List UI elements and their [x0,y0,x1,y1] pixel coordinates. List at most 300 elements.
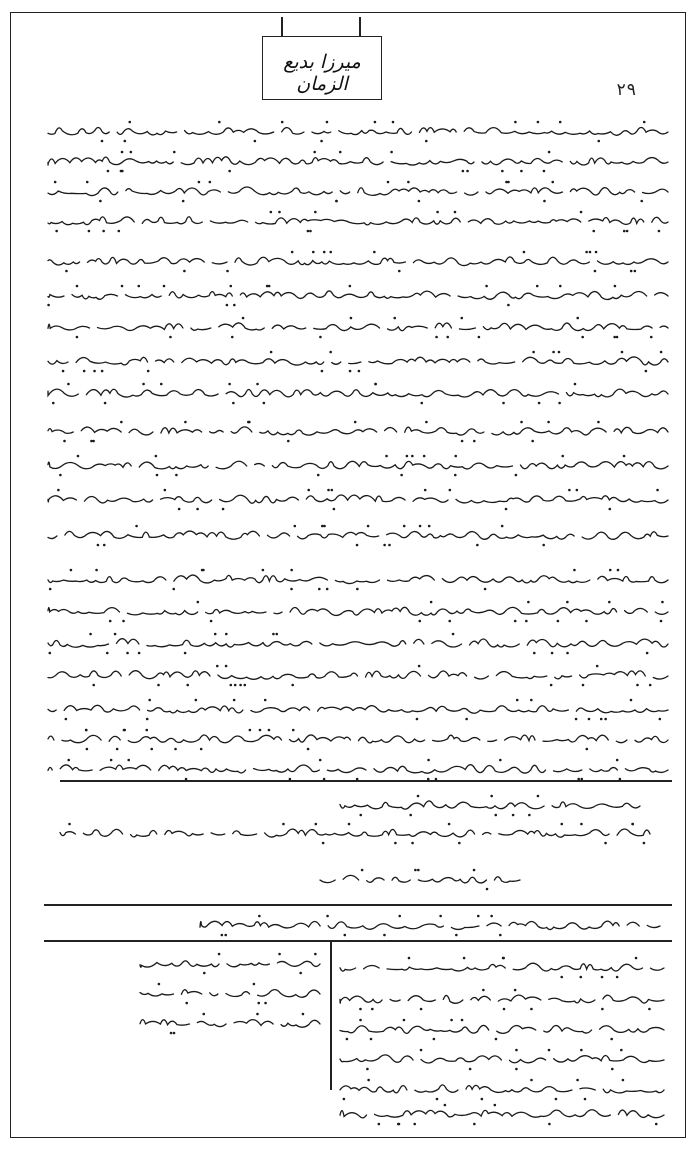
diacritic-dot [454,455,457,458]
diacritic-dot [359,1008,362,1011]
diacritic-dot [70,569,73,572]
diacritic-dot [608,508,611,511]
diacritic-dot [595,251,598,254]
diacritic-dot [118,230,121,233]
diacritic-dot [157,684,160,687]
diacritic-dot [555,1098,558,1101]
diacritic-dot [47,304,50,307]
script-line-2 [48,157,668,165]
diacritic-dot [502,957,505,960]
diacritic-dot [122,620,125,623]
diacritic-dot [420,1049,423,1052]
diacritic-dot [239,684,242,687]
diacritic-dot [333,508,336,511]
diacritic-dot [635,957,638,960]
diacritic-dot [320,140,323,143]
diacritic-dot [616,759,619,762]
diacritic-dot [59,474,62,477]
diacritic-dot [507,304,510,307]
children-names-line [60,829,650,837]
diacritic-dot [400,474,403,477]
diacritic-dot [299,972,302,975]
diacritic-dot [407,181,410,184]
diacritic-dot [533,652,536,655]
diacritic-dot [658,230,661,233]
diacritic-dot [548,151,551,154]
script-line-13 [48,531,668,539]
descendants-header-line [200,921,660,929]
diacritic-dot [101,370,104,373]
diacritic-dot [209,181,212,184]
diacritic-dot [116,748,119,751]
diacritic-dot [507,181,510,184]
diacritic-dot [309,230,312,233]
diacritic-dot [611,1068,614,1071]
diacritic-dot [76,285,79,288]
diacritic-dot [137,285,140,288]
script-line-10 [48,427,668,435]
diacritic-dot [88,230,91,233]
diacritic-dot [462,170,465,173]
diacritic-dot [272,633,275,636]
diacritic-dot [444,1104,447,1107]
right-col-line-1 [340,963,664,971]
diacritic-dot [425,421,428,424]
diacritic-dot [210,620,213,623]
diacritic-dot [596,665,599,668]
diacritic-dot [610,1038,613,1041]
diacritic-dot [558,351,561,354]
diacritic-dot [418,620,421,623]
script-line-9 [48,389,668,397]
diacritic-dot [478,336,481,339]
diacritic-dot [514,121,517,124]
diacritic-dot [214,633,217,636]
diacritic-dot [120,421,123,424]
script-line-11 [48,461,668,469]
script-line-4 [48,217,668,225]
diacritic-dot [202,1013,205,1016]
diacritic-dot [200,748,203,751]
diacritic-dot [313,151,316,154]
diacritic-dot [481,1098,484,1101]
diacritic-dot [499,759,502,762]
diacritic-dot [503,1008,506,1011]
diacritic-dot [609,569,612,572]
diacritic-dot [435,778,438,781]
diacritic-dot [586,748,589,751]
script-line-7 [48,323,668,331]
diacritic-dot [145,729,148,732]
diacritic-dot [419,525,422,528]
diacritic-dot [490,915,493,918]
diacritic-dot [568,489,571,492]
diacritic-dot [458,842,461,845]
diacritic-dot [229,684,232,687]
diacritic-dot [584,1098,587,1101]
diacritic-dot [228,383,231,386]
diacritic-dot [424,489,427,492]
diacritic-dot [594,270,597,273]
diacritic-dot [557,620,560,623]
diacritic-dot [646,652,649,655]
diacritic-dot [322,842,325,845]
diacritic-dot [198,181,201,184]
diacritic-dot [62,370,65,373]
diacritic-dot [465,718,468,721]
diacritic-dot [566,652,569,655]
diacritic-dot [339,151,342,154]
diacritic-dot [349,370,352,373]
diacritic-dot [414,869,417,872]
diacritic-dot [548,1123,551,1126]
diacritic-dot [258,915,261,918]
diacritic-dot [484,588,487,591]
diacritic-dot [203,972,206,975]
diacritic-dot [290,588,293,591]
diacritic-dot [174,748,177,751]
diacritic-dot [354,421,357,424]
diacritic-dot [536,285,539,288]
diacritic-dot [427,759,430,762]
diacritic-dot [531,440,534,443]
diacritic-dot [512,814,515,817]
diacritic-dot [411,842,414,845]
diacritic-dot [233,699,236,702]
diacritic-dot [93,370,96,373]
diacritic-dot [403,1019,406,1022]
diacritic-dot [659,718,662,721]
children-list-lines [60,795,664,1126]
diacritic-dot [416,718,419,721]
diacritic-dot [293,525,296,528]
diacritic-dot [619,778,622,781]
diacritic-dot [185,778,188,781]
diacritic-dot [373,251,376,254]
diacritic-dot [68,823,71,826]
right-col-line-3 [340,1025,664,1033]
diacritic-dot [183,270,186,273]
diacritic-dot [460,317,463,320]
diacritic-dot [566,601,569,604]
diacritic-dot [343,1098,346,1101]
diacritic-dot [256,383,259,386]
diacritic-dot [262,569,265,572]
diacritic-dot [92,440,95,443]
diacritic-dot [270,351,273,354]
diacritic-dot [257,1002,260,1005]
diacritic-dot [323,778,326,781]
diacritic-dot [608,601,611,604]
diacritic-dot [580,1049,583,1052]
diacritic-dot [163,285,166,288]
diacritic-dot [505,508,508,511]
diacritic-dot [387,181,390,184]
diacritic-dot [398,270,401,273]
diacritic-dot [614,285,617,288]
diacritic-dot [427,778,430,781]
diacritic-dot [493,1104,496,1107]
diacritic-dot [229,285,232,288]
diacritic-dot [218,953,221,956]
diacritic-dot [124,140,127,143]
diacritic-dot [576,489,579,492]
diacritic-dot [537,121,540,124]
diacritic-dot [268,729,271,732]
diacritic-dot [170,1032,173,1035]
diacritic-dot [409,814,412,817]
script-line-1 [48,127,668,135]
diacritic-dot [449,489,452,492]
diacritic-dot [264,699,267,702]
diacritic-dot [358,370,361,373]
diacritic-dot [580,778,583,781]
diacritic-dot [514,620,517,623]
diacritic-dot [107,170,110,173]
diacritic-dot [48,652,51,655]
diacritic-dot [420,1008,423,1011]
diacritic-dot [425,140,428,143]
diacritic-dot [482,989,485,992]
diacritic-dot [495,1038,498,1041]
diacritic-dot [621,351,624,354]
diacritic-dot [620,1049,623,1052]
right-col-line-6 [340,1110,664,1118]
diacritic-dot [312,251,315,254]
diacritic-dot [560,823,563,826]
diacritic-dot [49,588,52,591]
script-line-3 [48,187,668,196]
diacritic-dot [454,474,457,477]
diacritic-dot [253,983,256,986]
diacritic-dot [626,230,629,233]
diacritic-dot [622,1079,625,1082]
script-line-6 [48,291,668,300]
diacritic-dot [86,181,89,184]
diacritic-dot [439,915,442,918]
diacritic-dot [114,633,117,636]
diacritic-dot [501,170,504,173]
diacritic-dot [649,684,652,687]
diacritic-dot [95,569,98,572]
diacritic-dot [350,317,353,320]
diacritic-dot [388,544,391,547]
diacritic-dot [538,402,541,405]
diacritic-dot [232,402,235,405]
diacritic-dot [551,652,554,655]
diacritic-dot [106,652,109,655]
diacritic-dot [278,211,281,214]
diacritic-dot [225,665,228,668]
diacritic-dot [182,200,185,203]
diacritic-dot [346,1038,349,1041]
diacritic-dot [65,270,68,273]
diacritic-dot [383,544,386,547]
diacritic-dot [580,211,583,214]
diacritic-dot [221,934,224,937]
diacritic-dot [592,230,595,233]
diacritic-dot [423,455,426,458]
diacritic-dot [515,1068,518,1071]
diacritic-dot [473,440,476,443]
diacritic-dot [398,915,401,918]
diacritic-dot [559,285,562,288]
diacritic-dot [348,823,351,826]
diacritic-dot [636,684,639,687]
script-line-20 [48,765,668,774]
diacritic-dot [127,759,130,762]
diacritic-dot [634,270,637,273]
left-col-line-2 [140,990,320,998]
diacritic-dot [89,633,92,636]
diacritic-dot [367,525,370,528]
diacritic-dot [630,270,633,273]
children-note-line [320,875,520,883]
diacritic-dot [160,383,163,386]
diacritic-dot [656,489,659,492]
diacritic-dot [589,251,592,254]
diacritic-dot [226,304,229,307]
diacritic-dot [326,915,329,918]
diacritic-dot [550,684,553,687]
diacritic-dot [559,121,562,124]
diacritic-dot [247,421,250,424]
diacritic-dot [420,402,423,405]
left-col-line-3 [140,1020,320,1028]
diacritic-dot [604,842,607,845]
diacritic-dot [359,814,362,817]
diacritic-dot [585,251,588,254]
diacritic-dot [604,718,607,721]
diacritic-dot [501,525,504,528]
diacritic-dot [184,652,187,655]
diacritic-dot [224,934,227,937]
diacritic-dot [623,230,626,233]
diacritic-dot [413,1123,416,1126]
right-col-line-5 [340,1085,664,1093]
diacritic-dot [290,569,293,572]
diacritic-dot [259,729,262,732]
diacritic-dot [323,251,326,254]
diacritic-dot [76,336,79,339]
diacritic-dot [530,699,533,702]
diacritic-dot [463,957,466,960]
diacritic-dot [270,211,273,214]
diacritic-dot [201,569,204,572]
diacritic-dot [164,489,167,492]
diacritic-dot [398,1123,401,1126]
diacritic-dot [234,684,237,687]
diacritic-dot [537,795,540,798]
diacritic-dot [371,1008,374,1011]
diacritic-dot [216,665,219,668]
diacritic-dot [454,211,457,214]
diacritic-dot [55,230,58,233]
diacritic-dot [249,729,252,732]
diacritic-dot [378,1123,381,1126]
diacritic-dot [156,474,159,477]
diacritic-dot [329,251,332,254]
diacritic-dot [67,759,70,762]
diacritic-dot [418,665,421,668]
diacritic-dot [548,1049,551,1052]
diacritic-dot [392,121,395,124]
diacritic-dot [228,170,231,173]
script-line-19 [48,735,668,743]
diacritic-dot [287,440,290,443]
diacritic-dot [576,1079,579,1082]
diacritic-dot [428,525,431,528]
diacritic-dot [195,699,198,702]
diacritic-dot [448,620,451,623]
diacritic-dot [430,601,433,604]
diacritic-dot [461,440,464,443]
diacritic-dot [343,934,346,937]
diacritic-dot [99,200,102,203]
diacritic-dot [282,823,285,826]
diacritic-dot [601,976,604,979]
diacritic-dot [650,336,653,339]
diacritic-dot [370,1038,373,1041]
diacritic-dot [573,569,576,572]
diacritic-dot [326,121,329,124]
diacritic-dot [321,370,324,373]
diacritic-dot [85,729,88,732]
diacritic-dot [292,729,295,732]
diacritic-dot [101,140,104,143]
diacritic-dot [623,455,626,458]
diacritic-dot [291,251,294,254]
diacritic-dot [585,620,588,623]
diacritic-dot [196,508,199,511]
right-col-line-4 [340,1055,664,1063]
diacritic-dot [588,718,591,721]
script-line-15 [48,607,668,615]
diacritic-dot [525,620,528,623]
diacritic-dot [319,759,322,762]
diacritic-dot [264,1002,267,1005]
diacritic-dot [574,383,577,386]
diacritic-dot [135,525,138,528]
diacritic-dot [600,718,603,721]
diacritic-dot [655,1123,658,1126]
diacritic-dot [515,474,518,477]
main-biography-lines [47,121,668,781]
diacritic-dot [406,455,409,458]
diacritic-dot [172,588,175,591]
diacritic-dot [268,285,271,288]
diacritic-dot [385,455,388,458]
diacritic-dot [77,455,80,458]
diacritic-dot [186,684,189,687]
diacritic-dot [485,285,488,288]
diacritic-dot [436,211,439,214]
diacritic-dot [390,151,393,154]
script-line-18 [48,705,668,713]
diacritic-dot [155,455,158,458]
diacritic-dot [394,842,397,845]
diacritic-dot [317,474,320,477]
diacritic-dot [446,336,449,339]
diacritic-dot [648,1008,651,1011]
diacritic-dot [528,814,531,817]
diacritic-dot [359,1019,362,1022]
diacritic-dot [616,336,619,339]
diacritic-dot [435,336,438,339]
diacritic-dot [314,211,317,214]
diacritic-dot [417,869,420,872]
page-number: ۲۹ [616,80,637,100]
